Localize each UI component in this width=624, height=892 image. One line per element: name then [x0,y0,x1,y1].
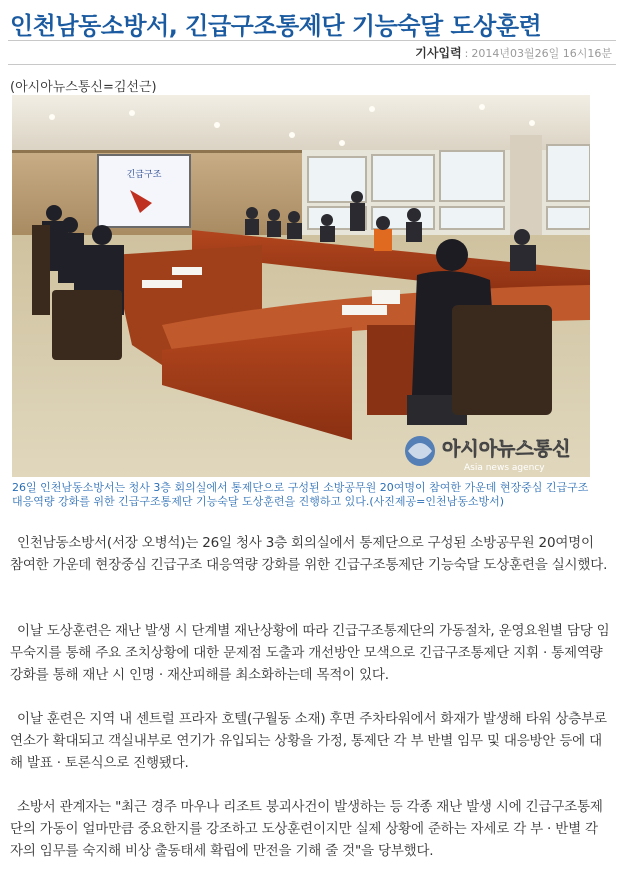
body-paragraph-3: 이날 훈련은 지역 내 센트럴 프라자 호텔(구월동 소재) 후면 주차타워에서 화재가 발생해 타워 상층부로 연소가 확대되고 객실내부로 연기가 유입되는 상황을 가정, 통제단 각 부 반별 임무 및 대응방안 등에 대해 발표 · 토론식으로 진행됐다. [10,711,607,771]
screen-text: 긴급구조 [126,170,162,180]
headline-divider [8,40,616,41]
photo-caption: 26일 인천남동소방서는 청사 3층 회의실에서 통제단으로 구성된 소방공무원 20여명이 참여한 가운데 현장중심 긴급구조 대응역량 강화를 위한 긴급구조통제단 기능숙달 도상훈련을 진행하고 있다.(사진제공=인천남동소방서) [12,481,589,508]
body-paragraph-2: 이날 도상훈련은 재난 발생 시 단계별 재난상황에 따라 긴급구조통제단의 가동절차, 운영요원별 담당 임무숙지를 통해 주요 조치상황에 대한 문제점 도출과 개선방안 모색으로 긴급구조통제단 지휘 · 통제역량 강화를 통해 재난 시 인명 · 재산피해를 최소화하는데 목적이 있다. [10,623,610,683]
body-paragraph-4: 소방서 관계자는 "최근 경주 마우나 리조트 붕괴사건이 발생하는 등 각종 재난 발생 시에 긴급구조통제단의 가동이 얼마만큼 중요한지를 강조하고 도상훈련이지만 실제 상황에 준하는 자세로 각 부 · 반별 각자의 임무를 숙지해 비상 출동태세 확립에 만전을 기해 줄 것"을 당부했다. [10,799,603,859]
meeting-room-illustration [12,95,590,477]
date-label: 기사입력 [415,46,462,60]
body-paragraph-1: 인천남동소방서(서장 오병석)는 26일 청사 3층 회의실에서 통제단으로 구성된 소방공무원 20여명이 참여한 가운데 현장중심 긴급구조 대응역량 강화를 위한 긴급구조통제단 기능숙달 도상훈련을 실시했다. [10,535,608,573]
byline: (아시아뉴스통신=김선근) [10,80,157,95]
meta-divider [8,64,616,65]
meta-separator: : [464,47,469,60]
watermark-subtext: Asia news agency [464,463,545,473]
article-headline: 인천남동소방서, 긴급구조통제단 기능숙달 도상훈련 [10,12,542,40]
article-meta [415,44,612,61]
watermark-text: 아시아뉴스통신 [442,438,571,460]
projection-screen [98,155,190,227]
article-photo [12,95,590,477]
date-value: 2014년03월26일 16시16분 [471,47,612,60]
